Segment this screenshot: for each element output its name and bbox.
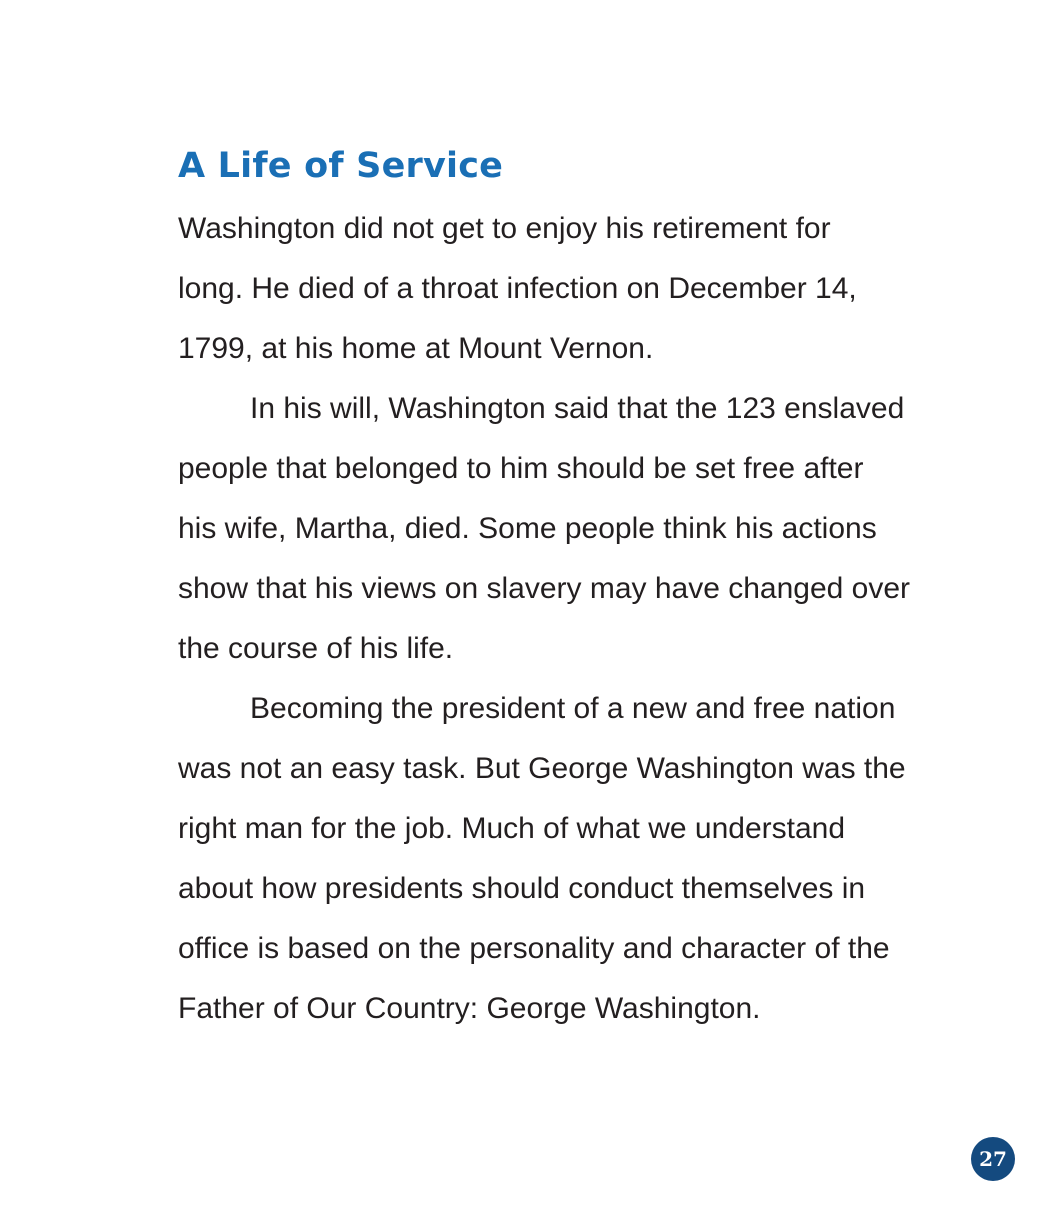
- paragraph-3-line-5: office is based on the personality and character of the: [178, 932, 890, 965]
- page-number-badge: 27: [971, 1137, 1015, 1181]
- paragraph-3-line-2: was not an easy task. But George Washington was the: [178, 752, 906, 785]
- paragraph-2-line-5: the course of his life.: [178, 632, 454, 665]
- paragraph-1-line-2: long. He died of a throat infection on December 14,: [178, 272, 857, 305]
- body-text: [178, 199, 958, 1039]
- paragraph-1-line-3: 1799, at his home at Mount Vernon.: [178, 332, 654, 365]
- paragraph-1-line-1: Washington did not get to enjoy his retirement for: [178, 212, 831, 245]
- paragraph-3-line-4: about how presidents should conduct themselves in: [178, 872, 866, 905]
- paragraph-2-line-4: show that his views on slavery may have changed over: [178, 572, 911, 605]
- paragraph-2-line-3: his wife, Martha, died. Some people think his actions: [178, 512, 877, 545]
- paragraph-3-line-1: Becoming the president of a new and free nation: [250, 692, 896, 725]
- paragraph-2-line-1: In his will, Washington said that the 123 enslaved: [250, 392, 905, 425]
- paragraph-3-line-3: right man for the job. Much of what we understand: [178, 812, 846, 845]
- paragraph-2-line-2: people that belonged to him should be set free after: [178, 452, 864, 485]
- section-heading: A Life of Service: [178, 146, 504, 186]
- paragraph-3-line-6: Father of Our Country: George Washington.: [178, 992, 761, 1025]
